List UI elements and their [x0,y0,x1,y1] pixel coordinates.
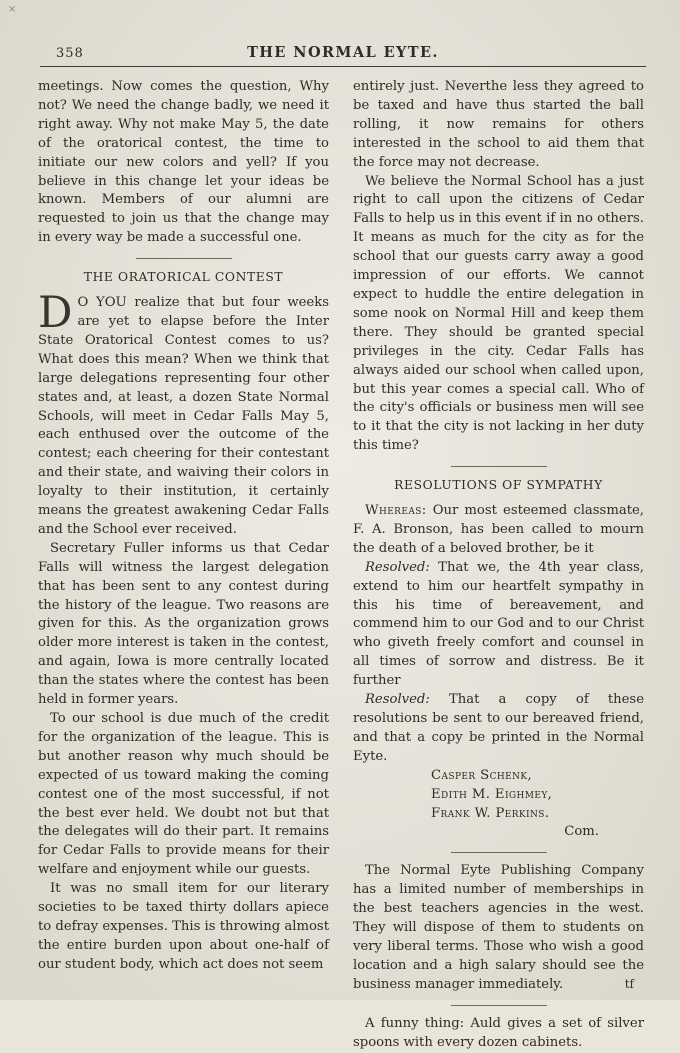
signature-block [353,767,644,824]
page-number: 358 [56,46,84,61]
sympathy-resolved-paragraph-1 [353,559,644,691]
whereas-text: Our most esteemed classmate, F. A. Bronson, has been called to mourn the death of a beloved brother, be it [353,503,644,556]
intro-continuation-paragraph: meetings. Now comes the question, Why not? We need the change badly, we need it right away. Why not make May 5, the date of the oratorical contest, the time to initiate our new colors and yell? If you believe in this change let your ideas be known. Members of our alumni are requested to join us that the change may in every way be made a successful one. [38,79,329,246]
contest-continued-paragraph-1: entirely just. Neverthe less they agreed to be taxed and have thus started the ball rolling, it now remains for others interested in the school to aid them that the force may not decrease. [353,79,644,170]
resolved-label: Resolved: [365,692,430,708]
dropcap-letter: D [38,288,73,339]
signature-name: Frank W. Perkins. [431,805,550,821]
tf-mark: tf [624,976,634,991]
contest-paragraph-4: It was no small item for our literary societies to be taxed thirty dollars apiece to defray expenses. This is throwing almost the entire burden upon about one-half of our student body, which act does not seem [38,881,329,972]
section-divider [451,466,547,467]
contest-lead-text: O YOU realize that but four weeks are yet to elapse before the Inter State Oratorical Contest comes to us? What does this mean? When we think that large delegations representing four other states and, at least, a dozen State Normal Schools, will meet in Cedar Falls May 5, each enthused over the outcome of the contest; each cheering for their contestant and their state, and waiving their colors in loyalty to their institution, it certainly means the greatest awakening Cedar Falls and the School ever received. [38,295,329,537]
sympathy-resolved-paragraph-2 [353,691,644,767]
section-divider [451,1005,547,1006]
resolved-text-2: That a copy of these resolutions be sent to our bereaved friend, and that a copy be printed in the Normal Eyte. [353,692,644,764]
section-divider [136,258,232,259]
publishing-notice-paragraph [353,862,644,994]
committee-attribution: Com. [564,824,599,840]
signature-name: Edith M. Eighmey, [431,786,553,802]
resolved-text-1: That we, the 4th year class, extend to him our heartfelt sympathy in this his time of bereavement, and commend him to our God and to our Christ who giveth freely comfort and counsel in all times of sorrow and distress. Be it further [353,559,644,689]
resolved-label: Resolved: [365,559,430,575]
page-header [40,42,646,67]
funny-item-paragraph: A funny thing: Auld gives a set of silver spoons with every dozen cabinets. [353,1015,644,1050]
scan-artifact: × [8,4,17,15]
masthead-title: THE NORMAL EYTE. [247,44,439,61]
contest-continued-paragraph-2: We believe the Normal School has a just right to call upon the citizens of Cedar Falls to help us in this event if in no others. It means as much for the city as for the school that our guests carry away a good impression of our efforts. We cannot expect to huddle the entire delegation in some nook on Normal Hill and keep them there. They should be granted special privileges in the city. Cedar Falls has always aided our school when called upon, but this year comes a special call. Who of the city's officials or business men will see to it that the city is not lacking in her duty this time? [353,173,644,454]
two-column-body [38,78,644,1053]
sympathy-whereas-paragraph [353,502,644,559]
article-heading-oratorical-contest: THE ORATORICAL CONTEST [83,270,284,285]
left-column [38,78,329,1053]
contest-paragraph-2: Secretary Fuller informs us that Cedar Falls will witness the largest delegation that has been sent to any contest during the history of the league. Two reasons are given for this. As the organization grows older more interest is taken in the contest, and again, Iowa is more centrally located than the states where the contest has been held in former years. [38,540,329,708]
article-heading-resolutions-of-sympathy: RESOLUTIONS OF SYMPATHY [394,478,603,493]
section-divider [451,852,547,853]
whereas-label: Whereas: [365,503,427,519]
publishing-notice-text: The Normal Eyte Publishing Company has a limited number of memberships in the best teachers agencies in the west. They will dispose of them to students on very liberal terms. Those who wish a good location and a high salary should see the business manager immediately. [353,863,644,992]
contest-paragraph-3: To our school is due much of the credit for the organization of the league. This is but another reason why much should be expected of us toward making the coming contest one of the most successful, if not the best ever held. We doubt not but that the delegates will do their part. It remains for Cedar Falls to provide means for their welfare and enjoyment while our guests. [38,711,329,878]
contest-lead-paragraph [38,288,329,540]
right-column [353,78,644,1053]
signature-name: Casper Schenk, [431,767,533,783]
